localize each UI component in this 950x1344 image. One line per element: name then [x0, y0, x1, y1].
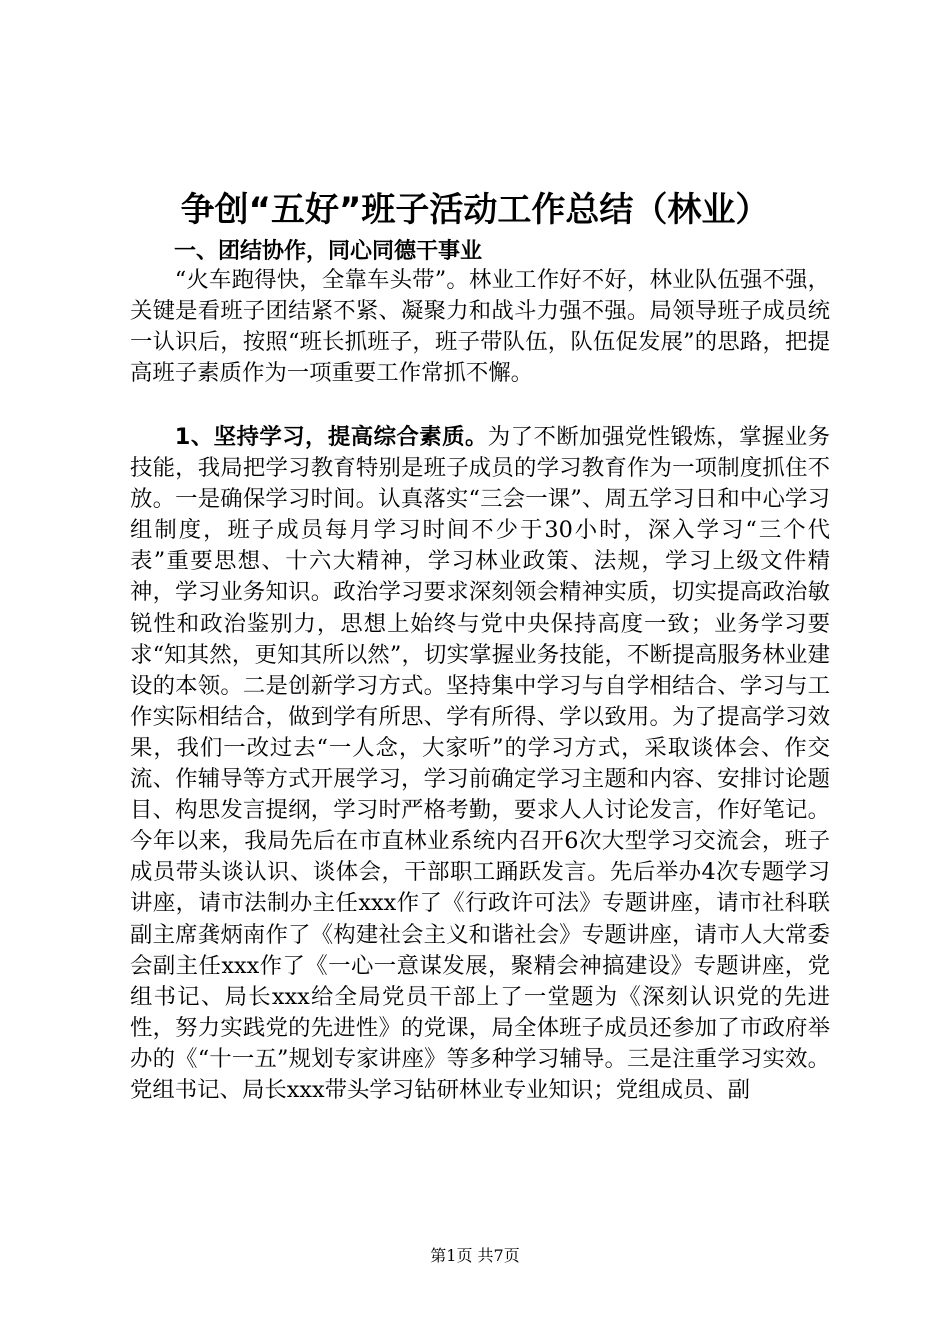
page-footer: 第1页 共7页	[430, 1246, 520, 1265]
paragraph-study	[130, 422, 830, 1106]
page-title: 争创“五好”班子活动工作总结（林业）	[180, 190, 770, 230]
paragraph-body: 为了不断加强党性锻炼，掌握业务技能，我局把学习教育特别是班子成员的学习教育作为一项制度抓住不放。一是确保学习时间。认真落实“三会一课”、周五学习日和中心学习组制度，班子成员每月学习时间不少于30小时，深入学习“三个代表”重要思想、十六大精神，学习林业政策、法规，学习上级文件精神，学习业务知识。政治学习要求深刻领会精神实质，切实提高政治敏锐性和政治鉴别力，思想上始终与党中央保持高度一致；业务学习要求“知其然，更知其所以然”，切实掌握业务技能，不断提高服务林业建设的本领。二是创新学习方式。坚持集中学习与自学相结合、学习与工作实际相结合，做到学有所思、学有所得、学以致用。为了提高学习效果，我们一改过去“一人念，大家听”的学习方式，采取谈体会、作交流、作辅导等方式开展学习，学习前确定学习主题和内容、安排讨论题目、构思发言提纲，学习时严格考勤，要求人人讨论发言，作好笔记。今年以来，我局先后在市直林业系统内召开6次大型学习交流会，班子成员带头谈认识、谈体会，干部职工踊跃发言。先后举办4次专题学习讲座，请市法制办主任xxx作了《行政许可法》专题讲座，请市社科联副主席龚炳南作了《构建社会主义和谐社会》专题讲座，请市人大常委会副主任xxx作了《一心一意谋发展，聚精会神搞建设》专题讲座，党组书记、局长xxx给全局党员干部上了一堂题为《深刻认识党的先进性，努力实践党的先进性》的党课，局全体班子成员还参加了市政府举办的《“十一五”规划专家讲座》等多种学习辅导。三是注重学习实效。党组书记、局长xxx带头学习钻研林业专业知识；党组成员、副	[130, 424, 830, 1103]
section-heading: 一、团结协作，同心同德干事业	[174, 239, 483, 264]
paragraph-lead: 1、坚持学习，提高综合素质。	[174, 424, 488, 450]
paragraph-intro: “火车跑得快，全靠车头带”。林业工作好不好，林业队伍强不强，关键是看班子团结紧不紧、凝聚力和战斗力强不强。局领导班子成员统一认识后，按照“班长抓班子，班子带队伍，队伍促发展”的思路，把提高班子素质作为一项重要工作常抓不懈。	[130, 267, 830, 387]
